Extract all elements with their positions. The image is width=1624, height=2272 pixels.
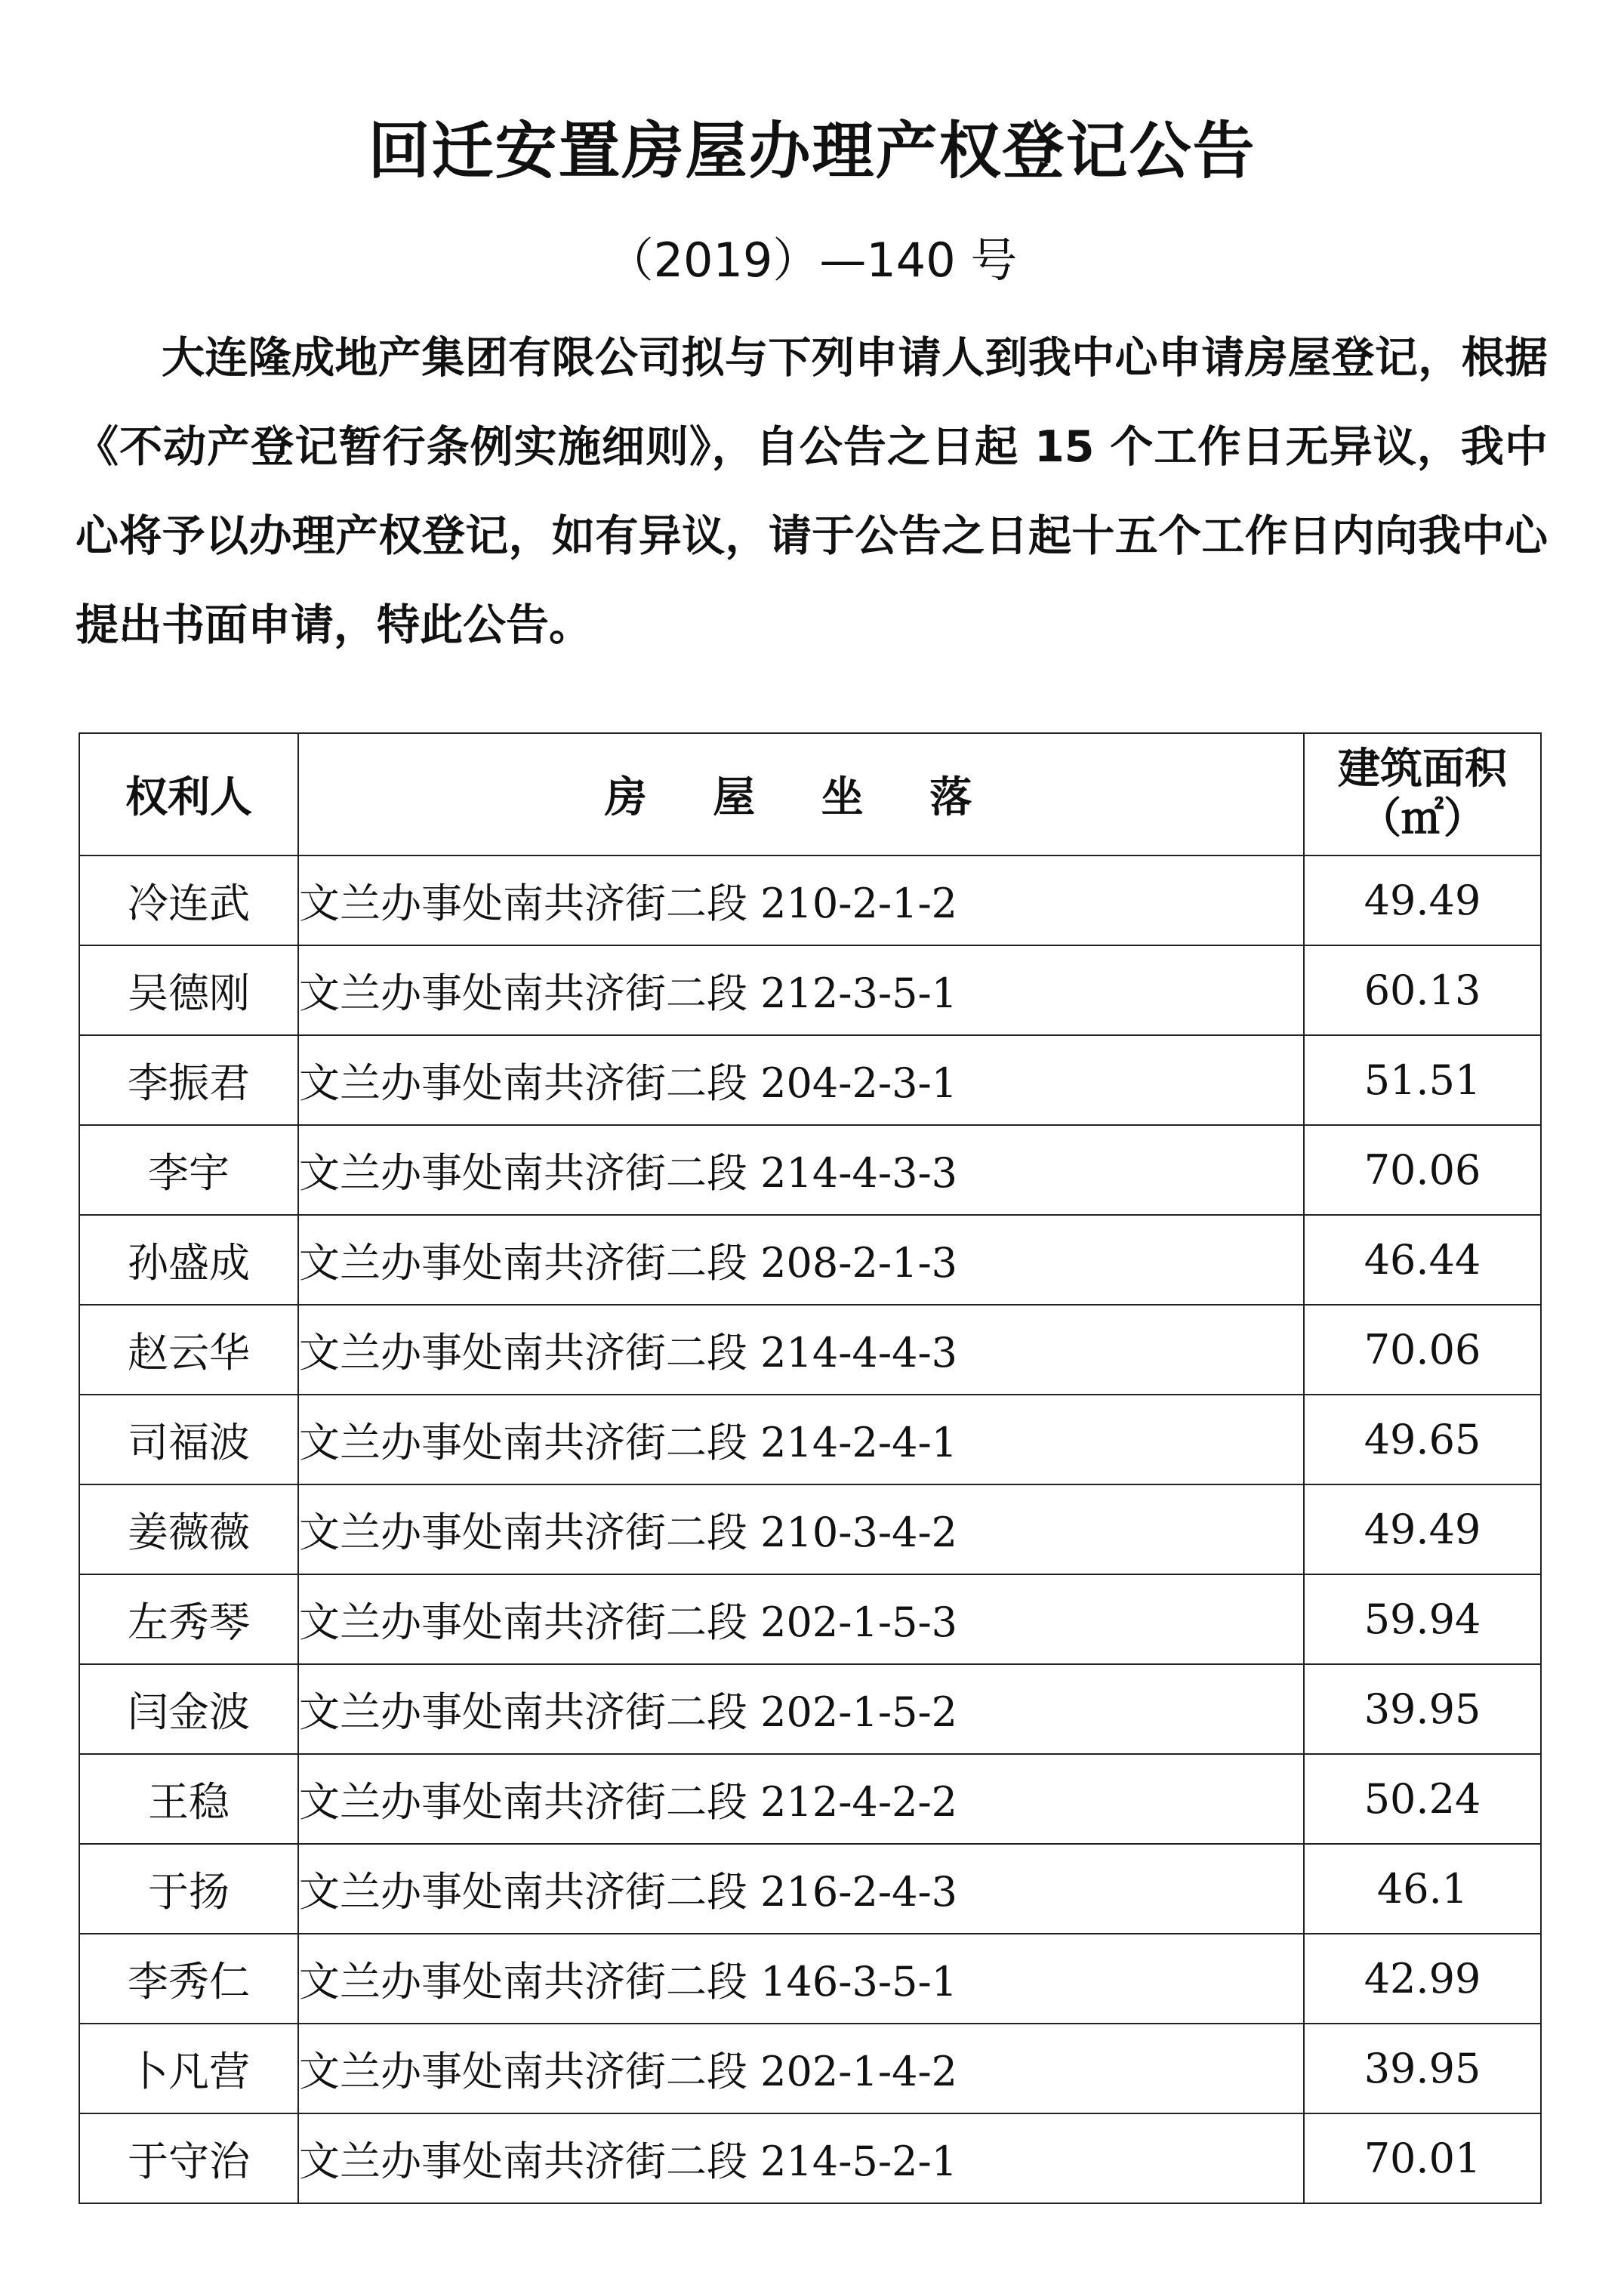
area-cell: 49.49	[1304, 855, 1541, 945]
area-cell: 39.95	[1304, 1664, 1541, 1754]
owner-cell: 李宇	[79, 1125, 298, 1215]
location-cell: 文兰办事处南共济街二段 214-4-3-3	[298, 1125, 1304, 1215]
owner-cell: 王稳	[79, 1754, 298, 1844]
area-cell: 70.01	[1304, 2113, 1541, 2203]
area-cell: 70.06	[1304, 1305, 1541, 1395]
owner-cell: 于扬	[79, 1844, 298, 1934]
table-row	[79, 1215, 1541, 1305]
owner-cell: 赵云华	[79, 1305, 298, 1395]
owner-cell: 于守治	[79, 2113, 298, 2203]
table-row	[79, 1934, 1541, 2024]
location-cell: 文兰办事处南共济街二段 214-4-4-3	[298, 1305, 1304, 1395]
table-row	[79, 1395, 1541, 1484]
header-area-label: 建筑面积	[1338, 744, 1507, 794]
area-cell: 60.13	[1304, 945, 1541, 1035]
owner-cell: 李秀仁	[79, 1934, 298, 2024]
table-row	[79, 1754, 1541, 1844]
header-area-unit: （㎡）	[1359, 794, 1486, 843]
owner-cell: 左秀琴	[79, 1574, 298, 1664]
location-cell: 文兰办事处南共济街二段 214-2-4-1	[298, 1395, 1304, 1484]
area-cell: 49.65	[1304, 1395, 1541, 1484]
area-cell: 51.51	[1304, 1035, 1541, 1125]
table-row	[79, 2024, 1541, 2113]
table-row	[79, 1484, 1541, 1574]
page-title: 回迁安置房屋办理产权登记公告	[368, 116, 1256, 187]
owner-cell: 卜凡营	[79, 2024, 298, 2113]
table-row	[79, 855, 1541, 945]
owner-cell: 姜薇薇	[79, 1484, 298, 1574]
location-cell: 文兰办事处南共济街二段 204-2-3-1	[298, 1035, 1304, 1125]
location-cell: 文兰办事处南共济街二段 212-3-5-1	[298, 945, 1304, 1035]
owner-cell: 司福波	[79, 1395, 298, 1484]
area-cell: 39.95	[1304, 2024, 1541, 2113]
area-cell: 46.44	[1304, 1215, 1541, 1305]
location-cell: 文兰办事处南共济街二段 216-2-4-3	[298, 1844, 1304, 1934]
area-cell: 46.1	[1304, 1844, 1541, 1934]
table-row	[79, 1035, 1541, 1125]
owner-cell: 吴德刚	[79, 945, 298, 1035]
location-cell: 文兰办事处南共济街二段 214-5-2-1	[298, 2113, 1304, 2203]
area-cell: 42.99	[1304, 1934, 1541, 2024]
location-cell: 文兰办事处南共济街二段 208-2-1-3	[298, 1215, 1304, 1305]
location-cell: 文兰办事处南共济街二段 146-3-5-1	[298, 1934, 1304, 2024]
owner-cell: 冷连武	[79, 855, 298, 945]
header-location: 房 屋 坐 落	[298, 733, 1304, 855]
area-cell: 49.49	[1304, 1484, 1541, 1574]
area-cell: 70.06	[1304, 1125, 1541, 1215]
owner-cell: 孙盛成	[79, 1215, 298, 1305]
location-cell: 文兰办事处南共济街二段 202-1-5-2	[298, 1664, 1304, 1754]
area-cell: 50.24	[1304, 1754, 1541, 1844]
area-cell: 59.94	[1304, 1574, 1541, 1664]
location-cell: 文兰办事处南共济街二段 210-3-4-2	[298, 1484, 1304, 1574]
table-row	[79, 1125, 1541, 1215]
header-owner: 权利人	[79, 733, 298, 855]
notice-number: （2019）—140 号	[606, 233, 1018, 288]
table-row	[79, 1305, 1541, 1395]
owner-cell: 闫金波	[79, 1664, 298, 1754]
notice-body: 大连隆成地产集团有限公司拟与下列申请人到我中心申请房屋登记，根据《不动产登记暂行条例实施细则》，自公告之日起 15 个工作日无异议，我中心将予以办理产权登记，如有异议，请于公告之日起十五个工作日内向我中心提出书面申请，特此公告。	[75, 333, 1548, 650]
header-area	[1304, 733, 1541, 855]
table-body	[79, 855, 1541, 2203]
table-row	[79, 945, 1541, 1035]
owner-cell: 李振君	[79, 1035, 298, 1125]
table-row	[79, 1574, 1541, 1664]
location-cell: 文兰办事处南共济街二段 212-4-2-2	[298, 1754, 1304, 1844]
location-cell: 文兰办事处南共济街二段 210-2-1-2	[298, 855, 1304, 945]
location-cell: 文兰办事处南共济街二段 202-1-5-3	[298, 1574, 1304, 1664]
table-header-row	[79, 733, 1541, 855]
table-row	[79, 1664, 1541, 1754]
table-row	[79, 2113, 1541, 2203]
table-row	[79, 1844, 1541, 1934]
location-cell: 文兰办事处南共济街二段 202-1-4-2	[298, 2024, 1304, 2113]
registration-table	[79, 732, 1542, 2204]
